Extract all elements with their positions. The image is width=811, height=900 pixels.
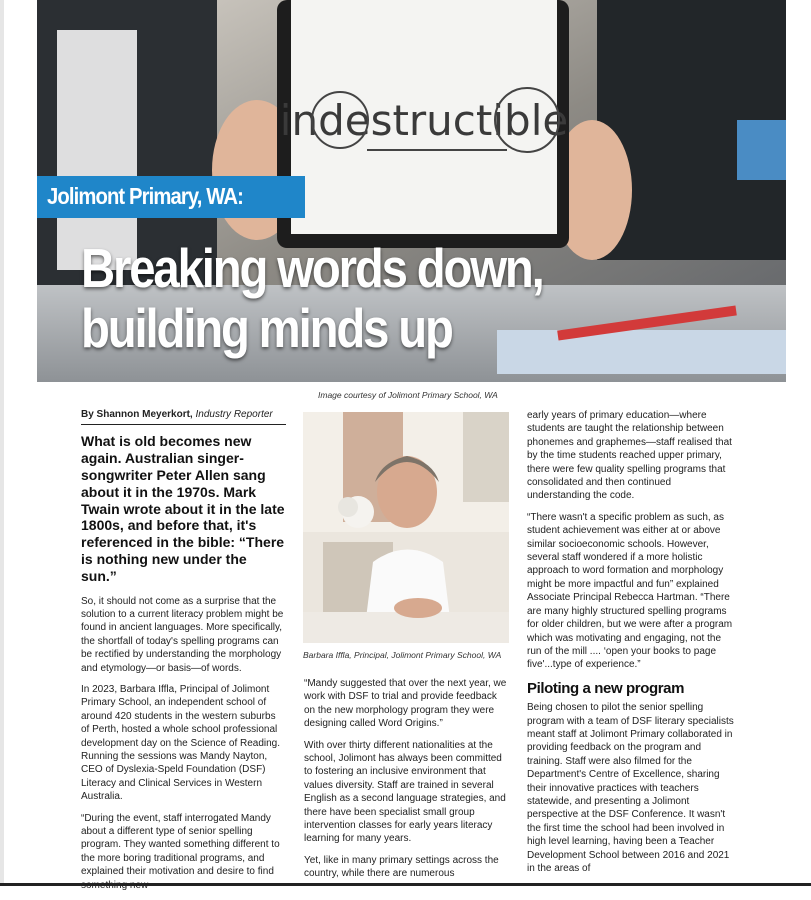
lede: What is old becomes new again. Australian singer-songwriter Peter Allen sang about it in the 1970s. Mark Twain wrote about it in the late 1800s, and before that, it's referenced in the bible: “There is nothing new under the sun.” — [81, 433, 285, 584]
paragraph: “During the event, staff interrogated Mandy about a different type of senior spelling program. They wanted something different to the more boring traditional programs, and explained their motivation and desire to find — [81, 812, 280, 878]
paragraph: early years of primary education—where students are taught the relationship between phonemes and graphemes—staff realised that by the time students reached upper primary, there were few quality spelling programs that consolidated and then continued understanding the code. — [527, 410, 732, 502]
banner-label: Jolimont Primary, WA: — [47, 183, 243, 209]
paragraph: In 2023, Barbara Iffla, Principal of Jolimont Primary School, an independent school of around 420 students in the western suburbs of Perth, hosted a whole school professional development day on the Science of Reading. Running the sessions was Mandy Nayton, CEO of Dyslexia-Speld Foundation (DSF) Literacy and Clinical Services in Western Australia. — [81, 684, 281, 803]
column-3 — [527, 409, 735, 883]
byline-role: Industry Reporter — [195, 409, 273, 420]
section-heading: Piloting a new program — [527, 679, 685, 697]
whiteboard-word: indestructible — [279, 96, 569, 145]
paragraph: With over thirty different nationalities at the school, Jolimont has always been committed to fostering an inclusive environment that values diversity. Staff are trained in several English as a second language strategies, and there have been specialist small group intervention classes for early years literacy learning for many years. — [304, 739, 506, 845]
byline-author: By Shannon Meyerkort, — [81, 409, 193, 420]
column-2 — [304, 677, 509, 889]
paragraph: Yet, like in many primary settings across the country, while there are numerous — [304, 854, 499, 880]
location-banner — [37, 176, 305, 218]
paragraph: Being chosen to pilot the senior spelling program with a team of DSF literary specialists meant staff at Jolimont Primary collaborated in providing feedback on the program and training. Staff were also filmed for the Department's Centre of Excellence, sharing their innovative practices with teachers statewide, and presenting a Jolimont perspective at the DSF Conference. It wasn't the first time the school had been involved in high level learning, having been a Teacher Development School between 2016 and 2021 in the areas of — [527, 702, 734, 874]
page-edge — [0, 0, 4, 886]
paragraph: “Mandy suggested that over the next year, we work with DSF to trial and provide feedback on the new morphology program they were designing called Word Origins.” — [304, 678, 507, 730]
byline — [81, 408, 286, 425]
headline-line-1: Breaking words down, — [81, 237, 543, 299]
image-credit: Image courtesy of Jolimont Primary School, WA — [318, 390, 498, 400]
column-1 — [81, 408, 286, 900]
headline — [81, 238, 631, 358]
headline-line-2: building minds up — [81, 297, 452, 359]
photo-caption: Barbara Iffla, Principal, Jolimont Primary School, WA — [303, 650, 502, 660]
paragraph: “There wasn't a specific problem as such, as student achievement was either at or above similar socioeconomic schools. However, several staff wondered if a more holistic approach to word formation and morphology might be more impactful and fun” explained Associate Principal Rebecca Hartman. “There are many highly structured spelling programs for older children, but we were after a program which was motivating and engaging, not the run of the mill .... ‘open your books to page five'...type of experience.” — [527, 511, 733, 671]
principal-photo — [303, 412, 509, 643]
paragraph: So, it should not come as a surprise that the solution to a current literacy problem might be found in ancient languages. More specifically, the shortfall of today's spelling programs can be rectified by understanding the morphology and etymology—or basis—of words. — [81, 595, 284, 674]
